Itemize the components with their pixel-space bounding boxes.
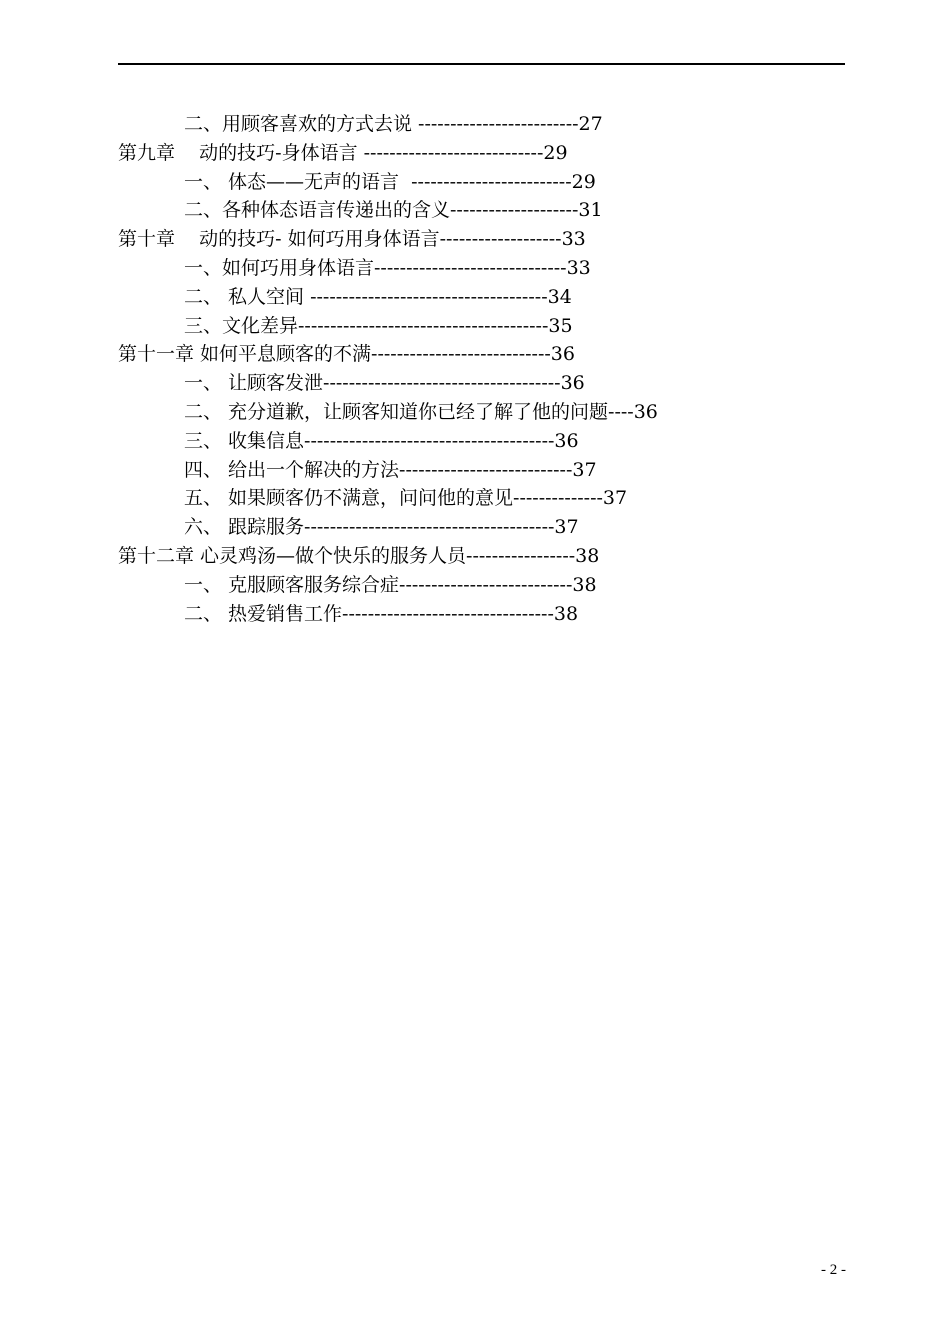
toc-entry-text: 一、 克服顾客服务综合症---------------------------38 <box>184 573 597 596</box>
toc-entry-text: 三、文化差异---------------------------------------35 <box>184 314 573 337</box>
toc-entry-text: 二、 热爱销售工作---------------------------------38 <box>184 602 579 625</box>
toc-chapter-entry[interactable] <box>0 340 950 369</box>
toc-section-entry[interactable] <box>0 283 950 312</box>
toc-entry-text: 五、 如果顾客仍不满意，问问他的意见--------------37 <box>184 487 628 510</box>
toc-entry-text: 一、 体态——无声的语言 -------------------------29 <box>184 170 596 193</box>
toc-entry-text: 六、 跟踪服务---------------------------------------37 <box>184 516 579 539</box>
header-rule <box>118 63 845 65</box>
toc-section-entry[interactable] <box>0 571 950 600</box>
toc-section-entry[interactable] <box>0 398 950 427</box>
toc-section-entry[interactable] <box>0 456 950 485</box>
toc-section-entry[interactable] <box>0 369 950 398</box>
toc-section-entry[interactable] <box>0 196 950 225</box>
toc-section-entry[interactable] <box>0 254 950 283</box>
toc-entry-text: 二、 私人空间 -------------------------------------34 <box>184 285 572 308</box>
toc-entry-text: 第十一章 如何平息顾客的不满----------------------------36 <box>118 343 575 366</box>
toc-section-entry[interactable] <box>0 312 950 341</box>
toc-chapter-entry[interactable] <box>0 542 950 571</box>
toc-entry-text: 二、 充分道歉，让顾客知道你已经了解了他的问题----36 <box>184 400 658 423</box>
toc-section-entry[interactable] <box>0 168 950 197</box>
toc-entry-text: 三、 收集信息---------------------------------------36 <box>184 429 579 452</box>
toc-section-entry[interactable] <box>0 484 950 513</box>
toc-entry-text: 二、用顾客喜欢的方式去说 -------------------------27 <box>184 113 603 135</box>
toc-entry-text: 第十章 动的技巧- 如何巧用身体语言-------------------33 <box>118 228 586 251</box>
toc-chapter-entry[interactable] <box>0 225 950 254</box>
toc-entry-text: 第九章 动的技巧-身体语言 ----------------------------29 <box>118 141 568 164</box>
toc-section-entry[interactable] <box>0 513 950 542</box>
toc-entry-text: 一、 让顾客发泄-------------------------------------36 <box>184 372 585 395</box>
toc-entry-text: 四、 给出一个解决的方法---------------------------37 <box>184 458 597 481</box>
toc-section-entry[interactable] <box>0 110 950 139</box>
page-number: - 2 - <box>821 1262 846 1278</box>
table-of-contents <box>0 110 950 628</box>
toc-chapter-entry[interactable] <box>0 139 950 168</box>
toc-section-entry[interactable] <box>0 600 950 629</box>
toc-section-entry[interactable] <box>0 427 950 456</box>
toc-entry-text: 一、如何巧用身体语言------------------------------33 <box>184 256 591 279</box>
toc-entry-text: 第十二章 心灵鸡汤—做个快乐的服务人员-----------------38 <box>118 544 600 567</box>
toc-entry-text: 二、各种体态语言传递出的含义--------------------31 <box>184 199 603 222</box>
